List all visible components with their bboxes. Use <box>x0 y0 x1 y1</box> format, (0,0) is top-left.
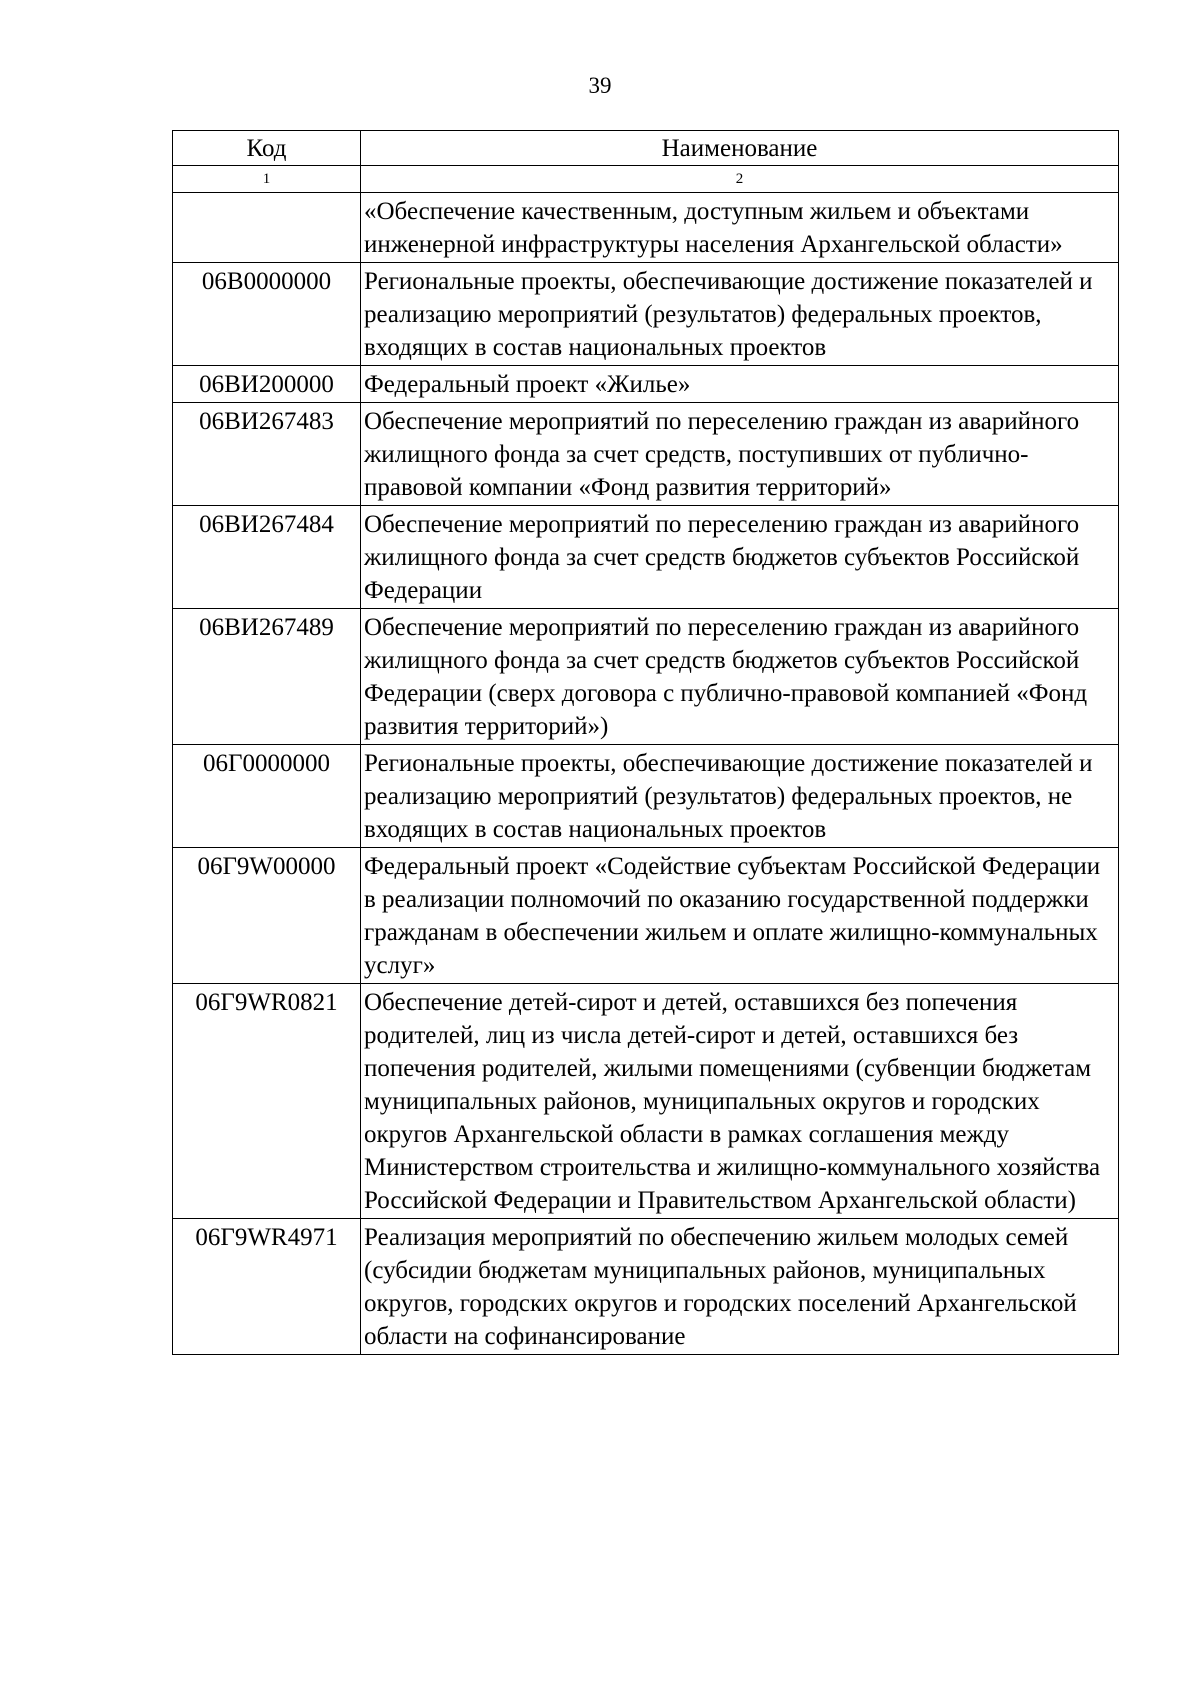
row-code: 06Г9W00000 <box>173 848 361 984</box>
column-number-row <box>173 166 1119 193</box>
row-code: 06Г9WR4971 <box>173 1219 361 1355</box>
table-row <box>173 745 1119 848</box>
row-code: 06ВИ267483 <box>173 403 361 506</box>
table-row <box>173 366 1119 403</box>
table-row <box>173 403 1119 506</box>
column-number-code: 1 <box>173 166 361 193</box>
table-row <box>173 263 1119 366</box>
row-code: 06ВИ267484 <box>173 506 361 609</box>
row-name: Реализация мероприятий по обеспечению жильем молодых семей (субсидии бюджетам муниципальных районов, муниципальных округов, городских округов и городских поселений Архангельской области на софинансирование <box>361 1219 1119 1355</box>
row-code <box>173 193 361 263</box>
row-name: Обеспечение мероприятий по переселению граждан из аварийного жилищного фонда за счет средств, поступивших от публично-правовой компании «Фонд развития территорий» <box>361 403 1119 506</box>
header-code: Код <box>173 131 361 166</box>
table-row <box>173 193 1119 263</box>
row-code: 06В0000000 <box>173 263 361 366</box>
row-code: 06ВИ200000 <box>173 366 361 403</box>
row-name: Региональные проекты, обеспечивающие достижение показателей и реализацию мероприятий (результатов) федеральных проектов, входящих в состав национальных проектов <box>361 263 1119 366</box>
page-number: 39 <box>588 73 612 98</box>
header-row <box>173 131 1119 166</box>
row-name: Обеспечение мероприятий по переселению граждан из аварийного жилищного фонда за счет средств бюджетов субъектов Российской Федерации <box>361 506 1119 609</box>
row-name: Обеспечение детей-сирот и детей, оставшихся без попечения родителей, лиц из числа детей-сирот и детей, оставшихся без попечения родителей, жилыми помещениями (субвенции бюджетам муниципальных районов, муниципальных округов и городских округов Архангельской области в рамках соглашения между Министерством строительства и жилищно-коммунального хозяйства Российской Федерации и Правительством Архангельской области) <box>361 984 1119 1219</box>
row-name: Обеспечение мероприятий по переселению граждан из аварийного жилищного фонда за счет средств бюджетов субъектов Российской Федерации (сверх договора с публично-правовой компанией «Фонд развития территорий») <box>361 609 1119 745</box>
table-row <box>173 1219 1119 1355</box>
header-name: Наименование <box>361 131 1119 166</box>
row-code: 06Г0000000 <box>173 745 361 848</box>
row-name: Федеральный проект «Жилье» <box>361 366 1119 403</box>
table-row <box>173 848 1119 984</box>
column-number-name: 2 <box>361 166 1119 193</box>
row-code: 06ВИ267489 <box>173 609 361 745</box>
table-row <box>173 609 1119 745</box>
row-name: Федеральный проект «Содействие субъектам Российской Федерации в реализации полномочий по оказанию государственной поддержки гражданам в обеспечении жильем и оплате жилищно-коммунальных услуг» <box>361 848 1119 984</box>
budget-code-table <box>172 130 1119 1355</box>
row-code: 06Г9WR0821 <box>173 984 361 1219</box>
row-name: «Обеспечение качественным, доступным жильем и объектами инженерной инфраструктуры населения Архангельской области» <box>361 193 1119 263</box>
row-name: Региональные проекты, обеспечивающие достижение показателей и реализацию мероприятий (результатов) федеральных проектов, не входящих в состав национальных проектов <box>361 745 1119 848</box>
table-row <box>173 506 1119 609</box>
table-row <box>173 984 1119 1219</box>
